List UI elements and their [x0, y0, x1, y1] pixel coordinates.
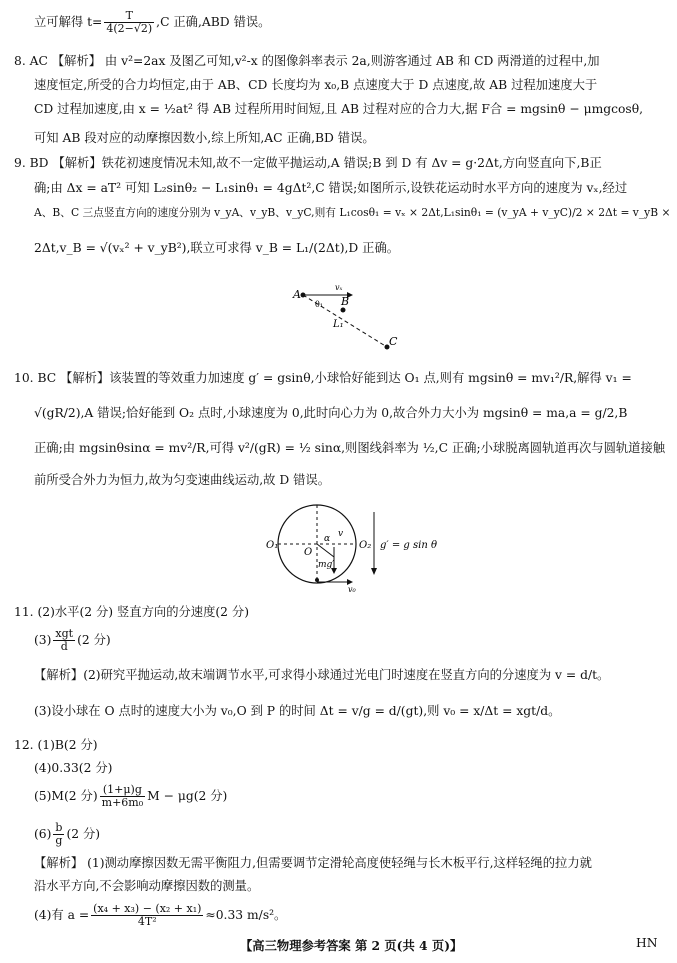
top-frac-num: T [104, 10, 154, 23]
q12-line-2: (4)0.33(2 分) [34, 761, 113, 775]
q11-line-4: (3)设小球在 O 点时的速度大小为 v₀,O 到 P 的时间 Δt = v/g = d/(gt),则 v₀ = x/Δt = xgt/d。 [34, 704, 561, 718]
radius-line [317, 544, 334, 557]
footer-right: HN [636, 936, 658, 950]
point-b [341, 308, 346, 313]
label-o1: O₁ [266, 540, 279, 551]
q10-line-4: 前所受合外力为恒力,故为匀变速曲线运动,故 D 错误。 [34, 473, 331, 487]
q12-l4-post: (2 分) [66, 827, 101, 841]
q9-trajectory-figure [285, 275, 405, 355]
label-o2: O₂ [359, 540, 372, 551]
q12-l7-post: ≈0.33 m/s²。 [205, 908, 287, 922]
label-v0: v₀ [348, 585, 356, 592]
label-o: O [304, 547, 313, 558]
q12-l4-pre: (6) [34, 827, 52, 841]
footer-center: 【高三物理参考答案 第 2 页(共 4 页)】 [240, 938, 463, 953]
q11-l2-post: (2 分) [77, 633, 111, 647]
q8-line-1: 8. AC 【解析】 由 v²=2ax 及图乙可知,v²-x 的图像斜率表示 2a,则游客通过 AB 和 CD 两滑道的过程中,加 [14, 54, 600, 68]
q10-line-2: √(gR/2),A 错误;恰好能到 O₂ 点时,小球速度为 0,此时向心力为 0,故合外力大小为 mgsinθ = ma,a = g/2,B [34, 406, 628, 420]
label-b: B [341, 295, 350, 308]
q8-line-4: 可知 AB 段对应的动摩擦因数小,综上所知,AC 正确,BD 错误。 [34, 131, 375, 145]
label-vx: vₓ [335, 283, 343, 292]
q12-l4-num: b [55, 821, 63, 834]
q9-line-3: A、B、C 三点竖直方向的速度分别为 v_yA、v_yB、v_yC,则有 L₁cosθ₁ = vₓ × 2Δt,L₁sinθ₁ = (v_yA + v_yC)/2 × 2Δt = v_yB × [34, 206, 671, 219]
q12-l4-den: g [55, 834, 63, 847]
q12-l3-num: (1+μ)g [100, 784, 146, 797]
q12-l7-num: (x₄ + x₃) − (x₂ + x₁) [93, 902, 202, 915]
label-v: v [338, 529, 344, 539]
q12-l3-pre: (5)M(2 分) [34, 789, 98, 803]
ball [315, 578, 319, 582]
q11-line-2 [34, 628, 111, 653]
q12-l3-fraction [100, 784, 146, 809]
q12-line-3 [34, 784, 227, 809]
q10-line-1: 10. BC 【解析】该装置的等效重力加速度 g′ = gsinθ,小球恰好能到达 O₁ 点,则有 mgsinθ = mv₁²/R,解得 v₁ = [14, 371, 632, 385]
top-frac-den: 4(2−√2) [106, 22, 153, 35]
label-theta1: θ₁ [315, 300, 324, 309]
label-a: A [293, 288, 301, 301]
q8-line-3: CD 过程加速度,由 x = ½at² 得 AB 过程所用时间短,且 AB 过程对应的合力大,据 F合 = mgsinθ − μmgcosθ, [34, 102, 644, 116]
q12-l7-fraction [91, 903, 203, 928]
q11-line-3: 【解析】(2)研究平抛运动,故末端调节水平,可求得小球通过光电门时速度在竖直方向的分速度为 v = d/t。 [34, 668, 610, 682]
point-a [301, 293, 306, 298]
q11-l2-fraction [53, 628, 75, 653]
q12-line-7 [34, 903, 286, 928]
top-fraction [104, 10, 154, 35]
q10-line-3: 正确;由 mgsinθsinα = mv²/R,可得 v²/(gR) = ½ sinα,则图线斜率为 ½,C 正确;小球脱离圆轨道再次与圆轨道接触 [34, 441, 666, 455]
q11-l2-pre: (3) [34, 633, 52, 647]
q8-line-2: 速度恒定,所受的合力均恒定,由于 AB、CD 长度均为 x₀,B 点速度大于 D 点速度,故 AB 过程加速度大于 [34, 78, 598, 92]
q12-line-5: 【解析】 (1)测动摩擦因数无需平衡阻力,但需要调节定滑轮高度使轻绳与长木板平行,这样轻绳的拉力就 [34, 856, 592, 870]
q12-l3-post: M − μg(2 分) [147, 789, 228, 803]
g-prime-arrowhead [371, 568, 377, 575]
top-line [34, 10, 270, 35]
label-g-prime: g′ = g sin θ [380, 540, 437, 551]
label-alpha: α [324, 534, 331, 544]
q11-l2-den: d [60, 640, 68, 653]
q9-line-4: 2Δt,v_B = √(vₓ² + v_yB²),联立可求得 v_B = L₁/(2Δt),D 正确。 [34, 241, 400, 255]
q12-line-1: 12. (1)B(2 分) [14, 738, 98, 752]
top-pre: 立可解得 t= [34, 15, 103, 29]
q12-l7-pre: (4)有 a = [34, 908, 90, 922]
label-c: C [389, 335, 398, 348]
q9-line-1: 9. BD 【解析】铁花初速度情况未知,故不一定做平抛运动,A 错误;B 到 D 有 Δv = g·2Δt,方向竖直向下,B正 [14, 156, 602, 170]
q11-line-1: 11. (2)水平(2 分) 竖直方向的分速度(2 分) [14, 605, 250, 619]
q9-line-2: 确;由 Δx = aT² 可知 L₂sinθ₂ − L₁sinθ₁ = 4gΔt²,C 错误;如图所示,设铁花运动时水平方向的速度为 vₓ,经过 [34, 181, 628, 195]
q10-circle-figure [262, 502, 462, 592]
q12-l7-den: 4T² [137, 915, 157, 928]
q11-l2-num: xgt [55, 627, 74, 640]
top-post: ,C 正确,ABD 错误。 [156, 15, 271, 29]
label-l1: L₁ [333, 319, 344, 330]
q12-l4-fraction [53, 822, 64, 847]
q12-line-4 [34, 822, 100, 847]
q12-l3-den: m+6m₀ [101, 796, 144, 809]
q12-line-6: 沿水平方向,不会影响动摩擦因数的测量。 [34, 879, 260, 893]
label-mg: mg′ [318, 560, 335, 570]
